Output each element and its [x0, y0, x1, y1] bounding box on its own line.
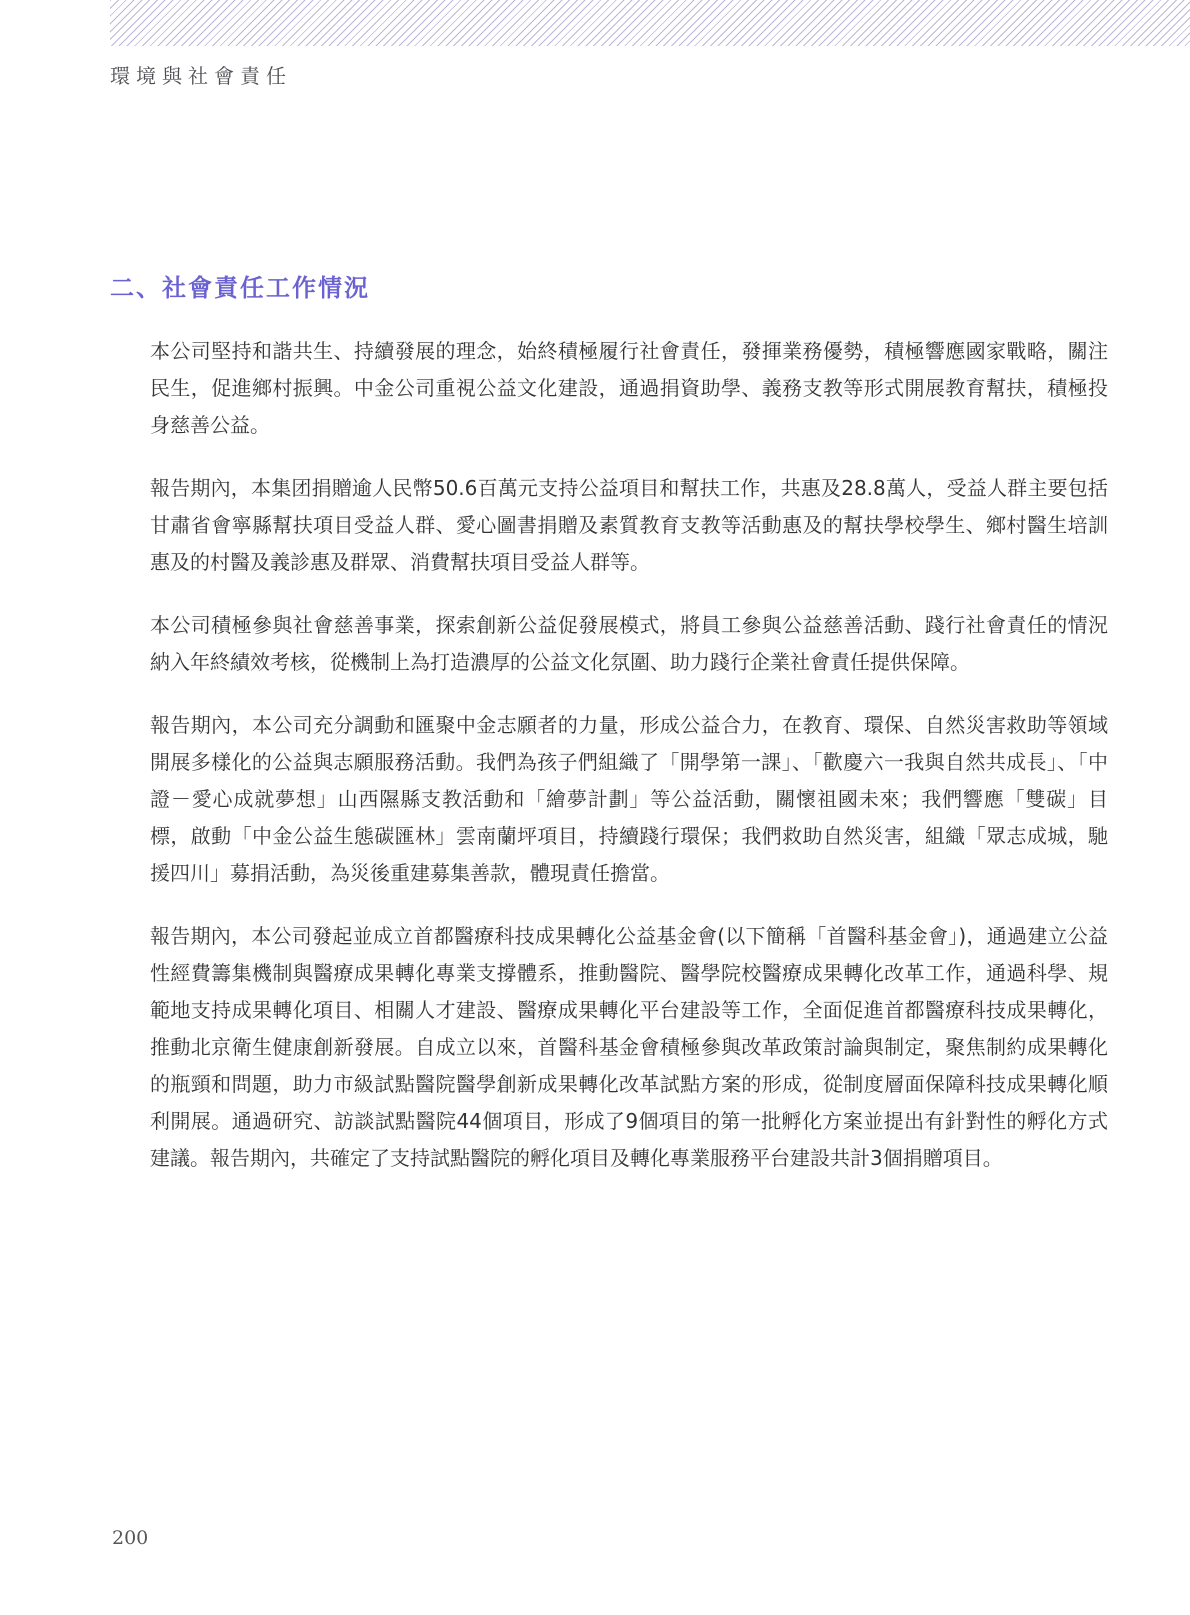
paragraph-3: 本公司積極參與社會慈善事業，探索創新公益促發展模式，將員工參與公益慈善活動、踐行社會責任的情況納入年終績效考核，從機制上為打造濃厚的公益文化氛圍、助力踐行企業社會責任提供保障。 [150, 613, 1108, 674]
main-content [110, 268, 1108, 1203]
body-text-block [110, 333, 1108, 1177]
page-number: 200 [112, 1527, 149, 1549]
chapter-title: 環境與社會責任 [110, 64, 292, 88]
paragraph-1: 本公司堅持和諧共生、持續發展的理念，始終積極履行社會責任，發揮業務優勢，積極響應國家戰略，關注民生，促進鄉村振興。中金公司重視公益文化建設，通過捐資助學、義務支教等形式開展教育幫扶，積極投身慈善公益。 [150, 339, 1108, 437]
paragraph-4: 報告期內，本公司充分調動和匯聚中金志願者的力量，形成公益合力，在教育、環保、自然災害救助等領域開展多樣化的公益與志願服務活動。我們為孩子們組織了「開學第一課」、「歡慶六一我與自然共成長」、「中證－愛心成就夢想」山西隰縣支教活動和「繪夢計劃」等公益活動，關懷祖國未來；我們響應「雙碳」目標，啟動「中金公益生態碳匯林」雲南蘭坪項目，持續踐行環保；我們救助自然災害，組織「眾志成城，馳援四川」募捐活動，為災後重建募集善款，體現責任擔當。 [150, 713, 1108, 885]
paragraph-2: 報告期內，本集团捐贈逾人民幣50.6百萬元支持公益項目和幫扶工作，共惠及28.8萬人，受益人群主要包括甘肅省會寧縣幫扶項目受益人群、愛心圖書捐贈及素質教育支教等活動惠及的幫扶學校學生、鄉村醫生培訓惠及的村醫及義診惠及群眾、消費幫扶項目受益人群等。 [150, 476, 1108, 574]
paragraph-5: 報告期內，本公司發起並成立首都醫療科技成果轉化公益基金會(以下簡稱「首醫科基金會」)，通過建立公益性經費籌集機制與醫療成果轉化專業支撐體系，推動醫院、醫學院校醫療成果轉化改革工作，通過科學、規範地支持成果轉化項目、相關人才建設、醫療成果轉化平台建設等工作，全面促進首都醫療科技成果轉化，推動北京衛生健康創新發展。自成立以來，首醫科基金會積極參與改革政策討論與制定，聚焦制約成果轉化的瓶頸和問題，助力市級試點醫院醫學創新成果轉化改革試點方案的形成，從制度層面保障科技成果轉化順利開展。通過研究、訪談試點醫院44個項目，形成了9個項目的第一批孵化方案並提出有針對性的孵化方式建議。報告期內，共確定了支持試點醫院的孵化項目及轉化專業服務平台建設共計3個捐贈項目。 [150, 924, 1108, 1170]
diagonal-hatch-banner [110, 0, 1190, 46]
section-heading: 二、社會責任工作情況 [110, 274, 370, 302]
